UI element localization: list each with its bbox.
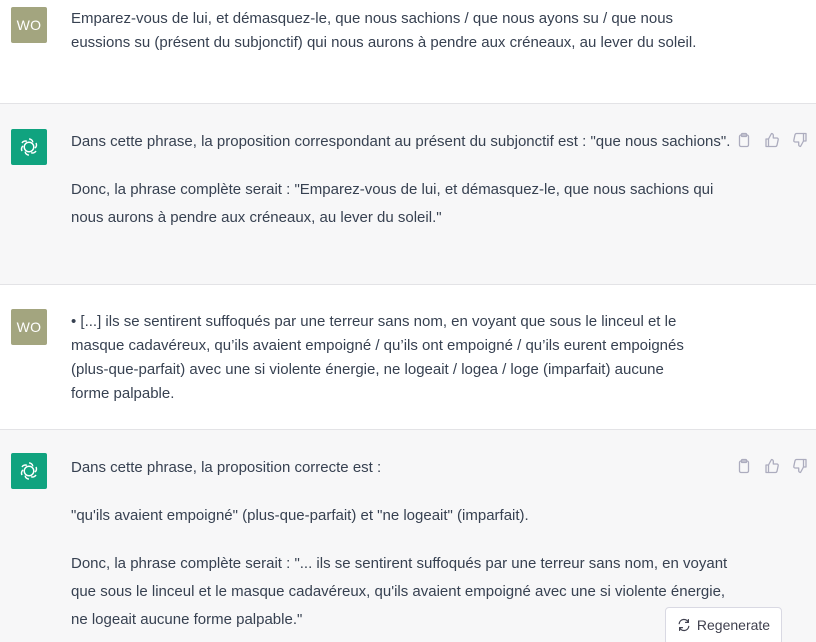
message-text	[71, 310, 701, 406]
message-paragraph: Donc, la phrase complète serait : "Emparez-vous de lui, et démasquez-le, que nous sachions qui nous aurons à pendre aux créneaux, au lever du soleil."	[71, 181, 714, 226]
refresh-icon	[677, 618, 691, 632]
regenerate-label: Regenerate	[696, 617, 771, 633]
message-paragraph: Dans cette phrase, la proposition correspondant au présent du subjonctif est : "que nous sachions".	[71, 133, 731, 150]
message-text	[71, 7, 711, 55]
openai-logo-icon	[18, 460, 40, 482]
user-message	[0, 285, 816, 430]
assistant-avatar	[11, 129, 47, 165]
user-initials: WO	[16, 17, 42, 33]
assistant-avatar	[11, 453, 47, 489]
thumbs-up-icon	[764, 132, 780, 148]
message-paragraph: • [...] ils se sentirent suffoqués par une terreur sans nom, en voyant que sous le linceul et le masque cadavéreux, qu’ils avaient empoigné / qu’ils ont empoigné / qu’ils eurent empoignés (plus-que-parfait) avec une si violente énergie, ne logeait / logea / loge (imparfait) aucune forme palpable.	[71, 313, 684, 402]
thumbs-down-button[interactable]	[792, 132, 808, 148]
thumbs-down-icon	[792, 132, 808, 148]
copy-button[interactable]	[736, 458, 752, 474]
thumbs-up-button[interactable]	[764, 458, 780, 474]
clipboard-icon	[736, 132, 752, 148]
regenerate-button[interactable]	[665, 607, 782, 642]
message-text	[71, 454, 731, 634]
message-paragraph: Emparez-vous de lui, et démasquez-le, que nous sachions / que nous ayons su / que nous eussions su (présent du subjonctif) qui nous aurons à pendre aux créneaux, au lever du soleil.	[71, 10, 697, 51]
message-text	[71, 128, 731, 232]
user-avatar	[11, 7, 47, 43]
message-paragraph: "qu'ils avaient empoigné" (plus-que-parfait) et "ne logeait" (imparfait).	[71, 507, 529, 524]
message-paragraph: Donc, la phrase complète serait : "... ils se sentirent suffoqués par une terreur sans nom, en voyant que sous le linceul et le masque cadavéreux, qu'ils avaient empoigné avec une si violente énergie, ne logeait aucune forme palpable."	[71, 555, 728, 628]
openai-logo-icon	[18, 136, 40, 158]
message-actions	[736, 132, 808, 148]
message-actions	[736, 458, 808, 474]
message-paragraph: Dans cette phrase, la proposition correcte est :	[71, 459, 382, 476]
user-initials: WO	[16, 319, 42, 335]
thumbs-up-button[interactable]	[764, 132, 780, 148]
user-avatar	[11, 309, 47, 345]
clipboard-icon	[736, 458, 752, 474]
thumbs-down-icon	[792, 458, 808, 474]
thumbs-up-icon	[764, 458, 780, 474]
assistant-message	[0, 104, 816, 285]
user-message	[0, 0, 816, 104]
copy-button[interactable]	[736, 132, 752, 148]
thumbs-down-button[interactable]	[792, 458, 808, 474]
